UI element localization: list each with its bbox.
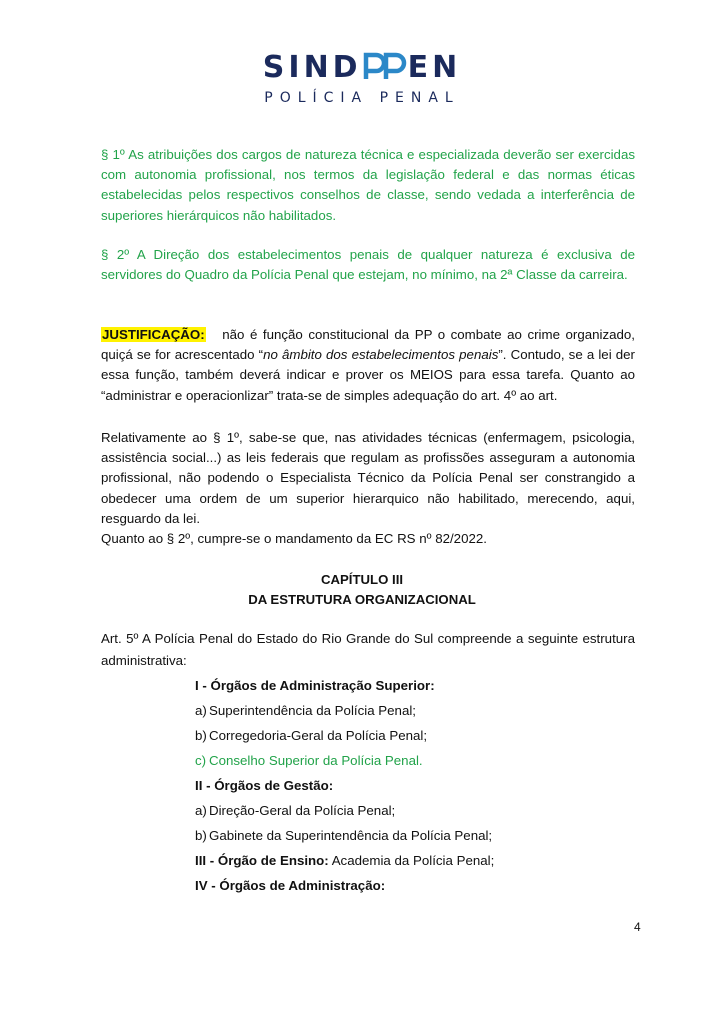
list-item-letter: b) [195, 828, 207, 843]
paragraph-5: Quanto ao § 2º, cumpre-se o mandamento da EC RS nº 82/2022. [101, 531, 487, 546]
list-item-text: Gabinete da Superintendência da Polícia Penal; [209, 828, 493, 843]
list-item-text: Corregedoria-Geral da Polícia Penal; [209, 728, 428, 743]
list-item-letter: a) [195, 703, 207, 718]
logo-title [0, 50, 724, 85]
group-4-heading: IV - Órgãos de Administração: [195, 878, 386, 893]
group-3-label: III - Órgão de Ensino: [195, 853, 329, 868]
paragraph-1: § 1º As atribuições dos cargos de natureza técnica e especializada deverão ser exercidas com autonomia profissional, nos termos da legislação federal e das normas éticas estabelecidas pelos respectivos conselhos de classe, sendo vedada a interferência de superiores hierárquicos não habilitados. [101, 147, 635, 223]
sindppen-logo [0, 48, 724, 112]
list-item [195, 728, 427, 743]
article-5: Art. 5º A Polícia Penal do Estado do Rio Grande do Sul compreende a seguinte estrutura administrativa: [101, 631, 635, 668]
justificacao-text-b: ”. Contudo, se a lei der essa função, também deverá indicar e prover os MEIOS para essa tarefa. Quanto ao “administrar e operacionlizar” trata-se de simples adequação do art. 4º ao art. [101, 347, 635, 403]
paragraph-2: § 2º A Direção dos estabelecimentos penais de qualquer natureza é exclusiva de servidores do Quadro da Polícia Penal que estejam, no mínimo, na 2ª Classe da carreira. [101, 247, 635, 283]
group-2-heading: II - Órgãos de Gestão: [195, 778, 334, 793]
list-item [195, 703, 416, 718]
list-item-text: Superintendência da Polícia Penal; [209, 703, 416, 718]
group-1-heading: I - Órgãos de Administração Superior: [195, 678, 435, 693]
justificacao-paragraph [101, 325, 635, 406]
group-3-line [195, 853, 494, 868]
list-item-letter: a) [195, 803, 207, 818]
list-item-letter: b) [195, 728, 207, 743]
list-item-text: Conselho Superior da Polícia Penal. [209, 753, 423, 768]
logo-title-left: SIND [262, 50, 362, 85]
list-item [195, 753, 423, 768]
list-item [195, 828, 492, 843]
justificacao-text-a: não é função constitucional da PP o combate ao crime organizado, quiçá se for acrescentado “ [101, 327, 635, 363]
list-item [195, 803, 395, 818]
list-item-letter: c) [195, 753, 207, 768]
pp-logo-icon [362, 51, 408, 81]
logo-title-right: EN [407, 50, 462, 85]
chapter-number: CAPÍTULO III [320, 572, 404, 587]
chapter-title: DA ESTRUTURA ORGANIZACIONAL [248, 592, 476, 607]
paragraph-4: Relativamente ao § 1º, sabe-se que, nas atividades técnicas (enfermagem, psicologia, assistência social...) as leis federais que regulam as profissões asseguram a autonomia profissional, não podendo o Especialista Técnico da Polícia Penal ser constrangido a obedecer uma ordem de um superior hierarquico não habilitado, merecendo, aqui, resguardo da lei. [101, 430, 635, 526]
page-number: 4 [634, 920, 641, 934]
justificacao-label: JUSTIFICAÇÃO: [102, 327, 205, 342]
logo-subtitle: POLÍCIA PENAL [264, 90, 460, 106]
justificacao-italic: no âmbito dos estabelecimentos penais [263, 347, 499, 363]
group-3-text: Academia da Polícia Penal; [331, 853, 495, 868]
list-item-text: Direção-Geral da Polícia Penal; [209, 803, 396, 818]
